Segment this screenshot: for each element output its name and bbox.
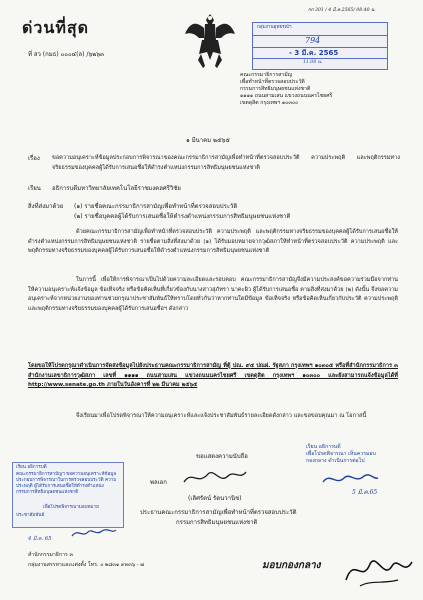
address-line: กรรมการสิทธิมนุษยชนแห่งชาติ xyxy=(240,86,311,92)
body-paragraph-3: จึงเรียนมาเพื่อโปรดพิจารณาให้ความอนุเคราะห์และแจ้งประชาสัมพันธ์รายละเอียดดังกล่าว และขอขอบคุณมา ณ โอกาสนี้ xyxy=(76,413,367,419)
note-line: เรียน อธิการบดี xyxy=(16,465,47,470)
attachment-item: (๑) รายชื่อคณะกรรมาธิการสามัญเพื่อทำหน้าที่ตรวจสอบประวัติ xyxy=(74,203,238,210)
right-note-signature-icon xyxy=(320,470,380,488)
address-line: ๑๑๑๑ ถนนสามเสน แขวงถนนนครไชยศรี xyxy=(240,93,333,99)
urgent-label: ด่วนที่สุด xyxy=(22,18,90,37)
right-note-line: เพื่อโปรดพิจารณา เห็นควรมอบ xyxy=(306,451,376,457)
stamp-org: กลุ่มงานอุทธรณ์ฯ xyxy=(257,25,292,30)
note-date: 4 มี.ค. 65 xyxy=(28,536,52,542)
stamp-date: - 3 มี.ค. 2565 xyxy=(289,49,339,57)
note-line: ประชาสัมพันธ์ xyxy=(16,513,45,518)
attachment-item: (๒) รายชื่อบุคคลผู้ได้รับการเสนอชื่อให้ดำรงตำแหน่งกรรมการสิทธิมนุษยชนแห่งชาติ xyxy=(74,213,291,220)
receive-stamp xyxy=(252,22,388,70)
right-note-line: กองกลาง ดำเนินการต่อไป xyxy=(306,458,365,464)
bottom-note: มอบกองกลาง xyxy=(262,560,321,571)
address-line: คณะกรรมาธิการสามัญ xyxy=(240,72,293,78)
to-label: เรียน xyxy=(28,185,41,192)
subject-label: เรื่อง xyxy=(28,155,40,162)
office-name: สำนักกรรมาธิการ ๓ xyxy=(28,552,74,558)
body-paragraph-2-emphasis: โดยขอให้โปรดกรุณาดำเนินการจัดส่งข้อมูลไปยังประธานคณะกรรมาธิการสามัญ ที่ตู้ ปณ. ๙๕ ปณฝ. รัฐสภา กรุงเทพฯ ๑๐๓๐๕ หรือที่สำนักกรรมาธิการ ๓ สำนักงานเลขาธิการวุฒิสภา เลขที่ ๑๑๑๑ ถนนสามเสน แขวงถนนนครไชยศรี เขตดุสิต กรุงเทพฯ ๑๐๓๐๐ และยังสามารถแจ้งข้อมูลได้ที่ http://www.senate.go.th ภายในวันอังคารที่ ๒๒ มีนาคม ๒๕๖๕ xyxy=(28,363,398,389)
right-note xyxy=(306,444,376,465)
address-line: เขตดุสิต กรุงเทพฯ ๑๐๓๐๐ xyxy=(240,100,299,106)
handwritten-note-box xyxy=(12,462,124,528)
note-line: เพื่อโปรดพิจารณามอบหมาย xyxy=(43,505,99,510)
stamp-number: 794 xyxy=(305,36,321,45)
rank: พลเอก xyxy=(150,479,167,486)
main-signature-icon xyxy=(180,466,250,488)
right-note-date: 5 มี.ค.65 xyxy=(352,489,378,496)
document-number: ที่ สว (กมธ) ๐๐๐๔(ล) /๖๒๖๓ xyxy=(28,51,105,58)
attachments-label: สิ่งที่ส่งมาด้วย xyxy=(28,203,64,210)
signer-name: (เลิศรัตน์ รัตนวานิช) xyxy=(188,495,242,502)
bottom-signature-icon xyxy=(340,550,416,590)
note-signature-icon xyxy=(70,526,118,540)
office-contact: กลุ่มงานสรรหาและแต่งตั้ง โทร. ๐ ๒๘๓๑ ๙๓๓๖ - ๗ xyxy=(28,562,145,568)
note-line: คณะกรรมาธิการสามัญฯ ขอความอนุเคราะห์ข้อมูลประกอบการพิจารณาในการตรวจสอบประวัติ ความประพฤติ ผู้ได้รับการเสนอชื่อให้ดำรงตำแหน่งกรรมการสิทธิมนุษยชนแห่งชาติ xyxy=(16,472,117,495)
body-paragraph-1: ด้วยคณะกรรมาธิการสามัญเพื่อทำหน้าที่ตรวจสอบประวัติ ความประพฤติ และพฤติกรรมทางจริยธรรมของบุคคลผู้ได้รับการเสนอชื่อให้ดำรงตำแหน่งกรรมการสิทธิมนุษยชนแห่งชาติ รายชื่อตามสิ่งที่ส่งมาด้วย (๑) ได้รับมอบหมายจากวุฒิสภาให้ทำหน้าที่ตรวจสอบประวัติ ความประพฤติ และพฤติกรรมทางจริยธรรมของบุคคลผู้ได้รับการเสนอชื่อให้ดำรงตำแหน่งกรรมการสิทธิมนุษยชนแห่งชาติ xyxy=(28,229,398,255)
closing: ขอแสดงความนับถือ xyxy=(196,453,248,460)
subject-text: ขอความอนุเคราะห์ข้อมูลประกอบการพิจารณาของคณะกรรมาธิการสามัญเพื่อทำหน้าที่ตรวจสอบประวัติ ความประพฤติ และพฤติกรรมทางจริยธรรมของบุคคลผู้ได้รับการเสนอชื่อให้ดำรงตำแหน่งกรรมการสิทธิมนุษยชนแห่งชาติ xyxy=(52,155,400,171)
sender-address xyxy=(240,72,332,107)
address-line: เพื่อทำหน้าที่ตรวจสอบประวัติ xyxy=(240,79,305,85)
garuda-emblem-icon xyxy=(183,10,237,72)
signer-title: กรรมการสิทธิมนุษยชนแห่งชาติ xyxy=(176,519,258,526)
stamp-time: 11.08 น. xyxy=(303,60,323,65)
top-reference: กก 301 / 4 มี.ค.2565/ 08.40 น. xyxy=(308,8,376,13)
to-text: อธิการบดีมหาวิทยาลัยเทคโนโลยีราชมงคลศรีวิชัย xyxy=(52,185,181,192)
letter-date: ๑ มีนาคม ๒๕๖๕ xyxy=(186,137,230,144)
right-note-line: เรียน อธิการบดี xyxy=(306,444,341,450)
signer-title: ประธานคณะกรรมาธิการสามัญเพื่อทำหน้าที่ตรวจสอบประวัติ xyxy=(140,509,297,516)
body-paragraph-2: ในการนี้ เพื่อให้การพิจารณาเป็นไปด้วยความละเอียดและรอบคอบ คณะกรรมาธิการสามัญจึงมีความประสงค์ขอความร่วมมือจากท่านให้ความอนุเคราะห์แจ้งข้อมูล ข้อเท็จจริง หรือข้อคิดเห็นที่เกี่ยวข้องกับนางสาวสุภัทรา นาคะผิว ผู้ได้รับการเสนอชื่อ ตามสิ่งที่ส่งมาด้วย (๒) ดังนั้น จึงขอความอนุเคราะห์จากหน่วยงานของท่านช่วยกรุณาประชาสัมพันธ์ให้ทราบโดยทั่วกันว่าหากท่านใดมีข้อมูล ข้อเท็จจริง หรือข้อคิดเห็นเกี่ยวกับประวัติ ความประพฤติ และพฤติกรรมทางจริยธรรมของบุคคลผู้ได้รับการเสนอชื่อฯ ดังกล่าว xyxy=(28,277,398,312)
